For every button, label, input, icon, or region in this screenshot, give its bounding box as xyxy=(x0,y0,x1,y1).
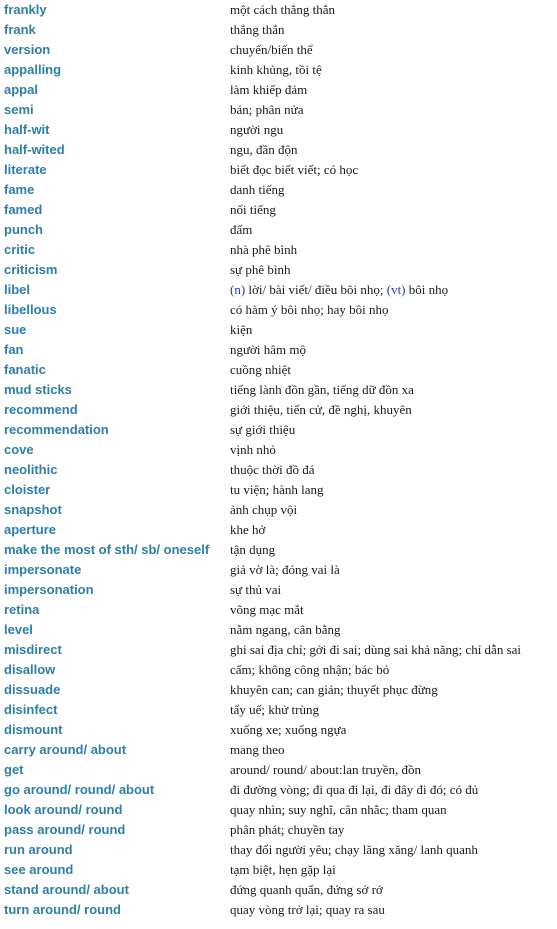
vocab-term: carry around/ about xyxy=(4,742,127,757)
vocab-definition: đi đường vòng; đi qua đi lại, đi đây đi đó; có đủ xyxy=(230,782,479,797)
vocab-definition xyxy=(226,280,557,300)
word-class-tag: (vt) xyxy=(386,282,406,297)
vocab-row xyxy=(0,460,557,480)
vocab-term: libel xyxy=(4,282,31,297)
vocab-definition: có hàm ý bôi nhọ; hay bôi nhọ xyxy=(230,302,389,317)
vocab-term: level xyxy=(4,622,33,637)
vocab-definition: tạm biệt, hẹn gặp lại xyxy=(230,862,336,877)
vocab-definition: võng mạc mắt xyxy=(230,602,304,617)
vocab-definition: chuyển/biến thể xyxy=(230,42,313,57)
vocab-definition: đứng quanh quẩn, đứng sớ rớ xyxy=(230,882,383,897)
vocab-term: get xyxy=(4,762,24,777)
vocab-definition: ngu, đần độn xyxy=(230,142,298,157)
vocab-term: make the most of sth/ sb/ oneself xyxy=(4,542,210,557)
vocab-definition: tu viện; hành lang xyxy=(230,482,324,497)
vocab-definition: giới thiệu, tiến cử, đề nghị, khuyên xyxy=(230,402,412,417)
vocab-definition: giả vờ là; đóng vai là xyxy=(230,562,340,577)
vocab-term: stand around/ about xyxy=(4,882,129,897)
vocab-term: mud sticks xyxy=(4,382,72,397)
vocab-term: dissuade xyxy=(4,682,61,697)
vocab-definition: thẳng thắn xyxy=(230,22,285,37)
vocab-definition: xuống xe; xuống ngựa xyxy=(230,722,347,737)
vocab-row xyxy=(0,520,557,540)
vocab-term: fanatic xyxy=(4,362,46,377)
vocab-row xyxy=(0,880,557,900)
vocab-row xyxy=(0,700,557,720)
vocab-row xyxy=(0,840,557,860)
definition-part: bôi nhọ xyxy=(405,282,449,297)
vocab-definition: tẩy uế; khử trùng xyxy=(230,702,320,717)
vocab-definition: danh tiếng xyxy=(230,182,285,197)
vocab-row xyxy=(0,820,557,840)
vocab-row xyxy=(0,120,557,140)
vocab-term: half-wit xyxy=(4,122,50,137)
vocab-term: literate xyxy=(4,162,47,177)
vocab-term: misdirect xyxy=(4,642,62,657)
vocab-row xyxy=(0,400,557,420)
vocab-row xyxy=(0,180,557,200)
vocab-row xyxy=(0,620,557,640)
vocab-term: fan xyxy=(4,342,24,357)
definition-part: lời/ bài viết/ điều bôi nhọ; xyxy=(245,282,387,297)
vocab-term: critic xyxy=(4,242,36,257)
vocab-row xyxy=(0,500,557,520)
vocab-row xyxy=(0,340,557,360)
vocab-definition: ghi sai địa chỉ; gởi đi sai; dùng sai khả năng; chỉ dẫn sai xyxy=(230,642,522,657)
vocab-row xyxy=(0,260,557,280)
vocab-row xyxy=(0,20,557,40)
word-class-tag: (n) xyxy=(230,282,246,297)
vocab-row xyxy=(0,660,557,680)
vocab-definition: kinh khủng, tồi tệ xyxy=(230,62,322,77)
vocab-definition: một cách thẳng thắn xyxy=(230,2,336,17)
vocab-row xyxy=(0,100,557,120)
vocab-row xyxy=(0,560,557,580)
vocab-row xyxy=(0,360,557,380)
vocab-definition: quay nhìn; suy nghĩ, cân nhắc; tham quan xyxy=(230,802,447,817)
vocab-row xyxy=(0,740,557,760)
vocab-definition: mang theo xyxy=(230,742,285,757)
vocab-row xyxy=(0,600,557,620)
vocab-term: frank xyxy=(4,22,36,37)
vocab-definition: sự giới thiệu xyxy=(230,422,296,437)
vocab-term: dismount xyxy=(4,722,63,737)
vocab-term: retina xyxy=(4,602,40,617)
vocab-row xyxy=(0,480,557,500)
vocab-definition: người hâm mộ xyxy=(230,342,307,357)
vocab-definition: tận dụng xyxy=(230,542,276,557)
vocab-term: semi xyxy=(4,102,34,117)
vocab-term: turn around/ round xyxy=(4,902,121,917)
vocab-row xyxy=(0,860,557,880)
vocab-term: impersonate xyxy=(4,562,82,577)
vocab-term: go around/ round/ about xyxy=(4,782,155,797)
vocab-term: cove xyxy=(4,442,34,457)
vocab-term: recommendation xyxy=(4,422,109,437)
vocab-term: disinfect xyxy=(4,702,58,717)
vocab-term: neolithic xyxy=(4,462,58,477)
vocab-definition: người ngu xyxy=(230,122,284,137)
vocab-definition: nằm ngang, cân bằng xyxy=(230,622,341,637)
vocab-row xyxy=(0,640,557,660)
vocab-term: disallow xyxy=(4,662,56,677)
vocab-row xyxy=(0,140,557,160)
vocab-definition: nổi tiếng xyxy=(230,202,276,217)
vocab-row xyxy=(0,40,557,60)
vocab-definition: cấm; không công nhận; bác bỏ xyxy=(230,662,390,677)
vocab-definition: làm khiếp đảm xyxy=(230,82,308,97)
vocab-row xyxy=(0,380,557,400)
vocab-row xyxy=(0,240,557,260)
vocab-term: recommend xyxy=(4,402,78,417)
vocab-row xyxy=(0,0,557,20)
vocab-definition: phân phát; chuyền tay xyxy=(230,822,345,837)
vocab-row xyxy=(0,320,557,340)
vocab-definition: around/ round/ about:lan truyền, đồn xyxy=(230,762,421,777)
vocab-term: criticism xyxy=(4,262,58,277)
vocab-term: libellous xyxy=(4,302,57,317)
vocab-term: fame xyxy=(4,182,35,197)
vocab-definition: nhà phê bình xyxy=(230,242,298,257)
vocab-definition: khuyên can; can gián; thuyết phục đừng xyxy=(230,682,438,697)
vocab-definition: khe hở xyxy=(230,522,266,537)
vocab-definition: vịnh nhỏ xyxy=(230,442,276,457)
vocab-term: cloister xyxy=(4,482,51,497)
vocab-definition: ảnh chụp vội xyxy=(230,502,298,517)
vocab-definition: thay đổi người yêu; chạy lăng xăng/ lanh quanh xyxy=(230,842,478,857)
vocab-row xyxy=(0,540,557,560)
vocab-definition: cuồng nhiệt xyxy=(230,362,292,377)
vocab-row xyxy=(0,280,557,300)
vocab-row xyxy=(0,720,557,740)
vocab-row xyxy=(0,160,557,180)
vocab-row xyxy=(0,780,557,800)
vocab-definition: biết đọc biết viết; có học xyxy=(230,162,359,177)
vocab-row xyxy=(0,900,557,920)
vocab-row xyxy=(0,220,557,240)
vocab-definition: thuộc thời đồ đá xyxy=(230,462,315,477)
vocab-row xyxy=(0,440,557,460)
vocab-term: famed xyxy=(4,202,43,217)
vocab-term: frankly xyxy=(4,2,47,17)
vocab-definition: quay vòng trở lại; quay ra sau xyxy=(230,902,385,917)
vocab-term: run around xyxy=(4,842,73,857)
vocab-term: snapshot xyxy=(4,502,62,517)
vocab-definition: kiện xyxy=(230,322,253,337)
vocab-term: sue xyxy=(4,322,27,337)
vocab-definition: tiếng lành đồn gần, tiếng dữ đồn xa xyxy=(230,382,414,397)
vocab-term: aperture xyxy=(4,522,57,537)
vocab-row xyxy=(0,60,557,80)
vocab-term: see around xyxy=(4,862,74,877)
vocab-row xyxy=(0,760,557,780)
vocab-row xyxy=(0,680,557,700)
vocab-definition: sự phê bình xyxy=(230,262,291,277)
vocab-term: pass around/ round xyxy=(4,822,126,837)
vocab-term: half-wited xyxy=(4,142,65,157)
vocab-definition: đấm xyxy=(230,222,253,237)
vocab-definition: sự thủ vai xyxy=(230,582,282,597)
vocab-row xyxy=(0,580,557,600)
vocab-row xyxy=(0,80,557,100)
vocab-row xyxy=(0,420,557,440)
vocab-term: punch xyxy=(4,222,43,237)
vocab-term: appalling xyxy=(4,62,62,77)
vocab-definition: bán; phân nửa xyxy=(230,102,304,117)
vocab-row xyxy=(0,800,557,820)
vocab-row xyxy=(0,200,557,220)
vocab-term: version xyxy=(4,42,51,57)
vocab-term: look around/ round xyxy=(4,802,123,817)
vocab-term: impersonation xyxy=(4,582,94,597)
vocab-term: appal xyxy=(4,82,38,97)
vocab-row xyxy=(0,300,557,320)
